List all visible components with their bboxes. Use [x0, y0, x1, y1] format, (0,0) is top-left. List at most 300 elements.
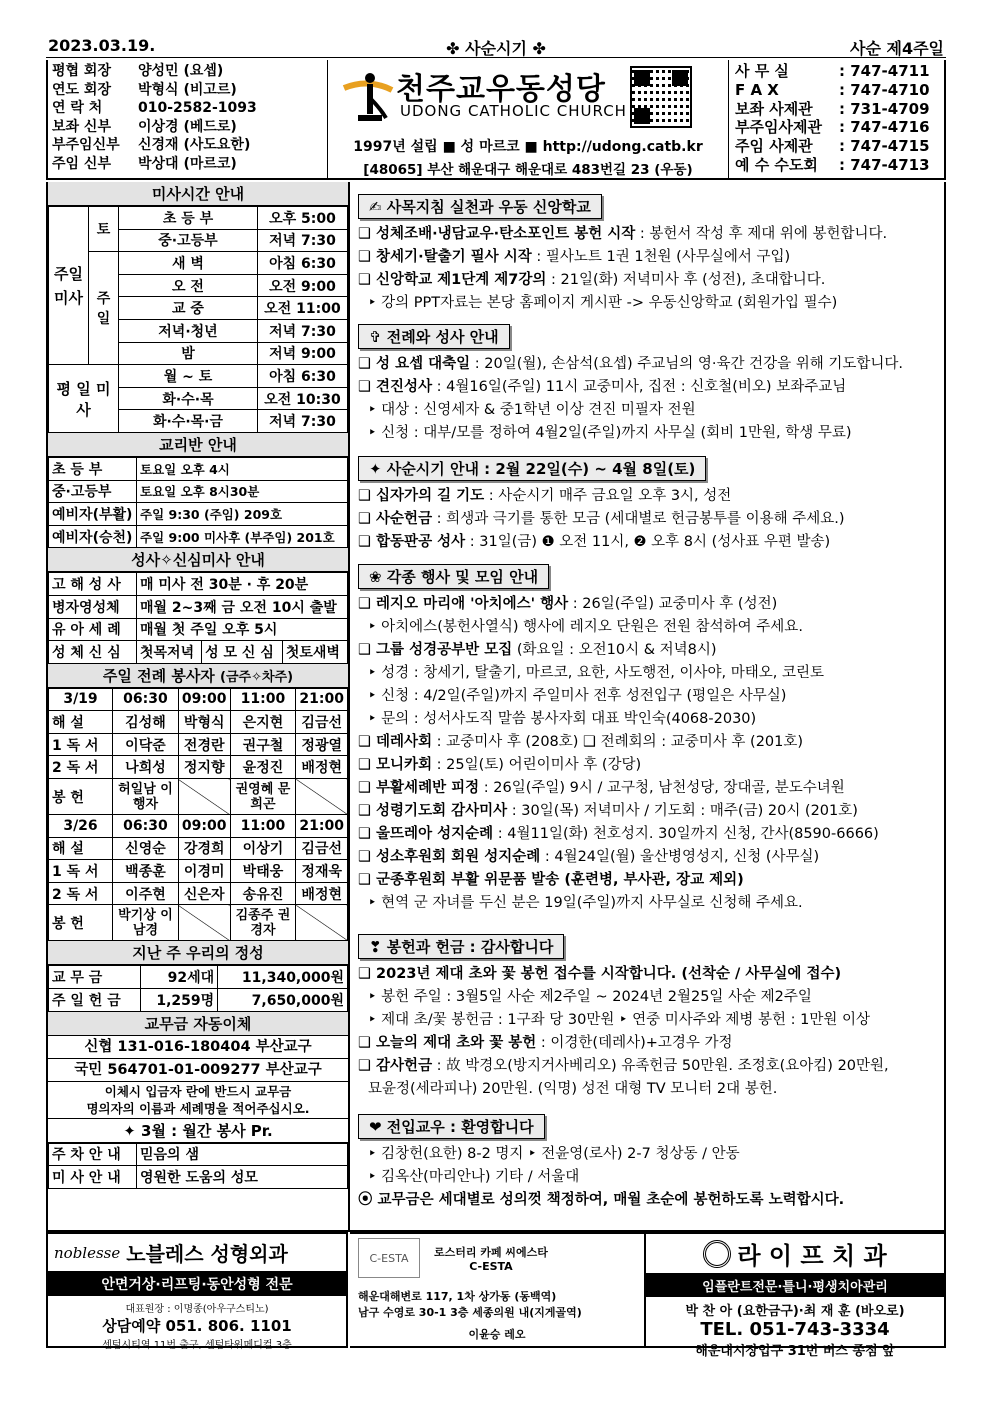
- notice-line-heading: ❑ 2023년 제대 초와 꽃 봉헌 접수를 시작합니다. (선착순 / 사무실에 접수): [358, 966, 842, 982]
- catechism-class: 예비자(승천): [49, 525, 137, 548]
- sunday-label: 주일: [89, 252, 119, 365]
- catechism-table: [48, 457, 348, 548]
- server-name: 김금선: [296, 711, 348, 734]
- servers-offer-row: [49, 779, 348, 815]
- sacrament-time: 첫목저녁: [137, 641, 202, 664]
- notice-lines: [358, 353, 940, 445]
- ad-dental-location: 해운대시장입구 31번 버스 종점 앞: [695, 1344, 895, 1359]
- notice-line-text: : 26일(주일) 교중미사 후 (성전): [568, 596, 778, 612]
- sacrament-name: 유 아 세 례: [49, 618, 137, 641]
- notice-line-heading: ❑ 레지오 마리애 '아치에스' 행사: [358, 596, 569, 612]
- mass-name: 밤: [119, 342, 258, 365]
- mass-name: 중·고등부: [119, 229, 258, 252]
- notice-line: [358, 246, 940, 269]
- sacrament-table: [48, 572, 348, 663]
- server-name: 배정현: [296, 756, 348, 779]
- founded-line: 1997년 설립 ■ 성 마르코 ■ http://udong.catb.kr: [353, 139, 703, 155]
- servers-role: 1 독 서: [49, 733, 113, 756]
- server-name: 신은자: [178, 882, 230, 905]
- notice-line-text: ‣ 대상 : 신영세자 & 중1학년 이상 견진 미필자 전원: [368, 402, 696, 418]
- phone-row: [735, 100, 940, 119]
- server-name: 김종주 권경자: [230, 905, 296, 941]
- monthly-title: 3월 : 월간 봉사 Pr.: [141, 1121, 273, 1140]
- servers-row: [49, 711, 348, 734]
- leader-role: 평협 회장: [52, 63, 111, 79]
- ad-noblesse-location: 센텀시티역 11번 출구, 센텀타워메디컬 3층: [102, 1340, 292, 1351]
- phone-row: [735, 156, 940, 175]
- servers-date-row: [49, 815, 348, 838]
- servers-time: 06:30: [113, 815, 179, 838]
- notice-section-s6: [358, 1114, 940, 1212]
- notice-line: [358, 1143, 940, 1166]
- phone-list: [728, 60, 946, 178]
- leader-name: 박형식 (비고르): [138, 81, 237, 98]
- notice-line-text: : 21일(화) 저녁미사 후 (성전), 초대합니다.: [546, 272, 826, 288]
- notice-line-heading: ❑ 감사헌금: [358, 1058, 433, 1074]
- server-name: 권구철: [230, 733, 296, 756]
- notice-section-s5: [358, 934, 940, 1101]
- monthly-heading: [48, 1119, 348, 1143]
- leader-row: [52, 62, 323, 81]
- notice-section-title: ✍ 사목지침 실천과 우동 신앙학교: [358, 194, 602, 219]
- notice-line-text: : 희생과 극기를 통한 모금 (세대별로 헌금봉투를 이용해 주세요.): [432, 511, 845, 527]
- notice-line-heading: ❑ 신앙학교 제1단계 제7강의: [358, 272, 547, 288]
- notice-line-text: : 20일(월), 손삼석(요셉) 주교님의 영·육간 건강을 위해 기도합니다.: [470, 356, 904, 372]
- servers-subtitle: (금주✧차주): [220, 669, 294, 685]
- server-name: 신영순: [113, 837, 179, 860]
- sacrament-time: 매 미사 전 30분 · 후 20분: [137, 573, 348, 596]
- phone-label: 사 무 실: [735, 62, 789, 80]
- mass-name: 저녁·청년: [119, 319, 258, 342]
- server-name: 나희성: [113, 756, 179, 779]
- servers-role: 해 설: [49, 711, 113, 734]
- notice-line-heading: ❑ 오늘의 제대 초와 꽃 봉헌: [358, 1035, 537, 1051]
- notice-section-title: ❣ 봉헌과 헌금 : 감사합니다: [358, 934, 564, 959]
- monthly-value: 믿음의 샘: [137, 1143, 348, 1166]
- catechism-row: [49, 457, 348, 480]
- servers-time: 21:00: [296, 688, 348, 711]
- sacrament-name: 성 체 신 심: [49, 641, 137, 664]
- catechism-heading: 교리반 안내: [48, 433, 348, 457]
- notice-line: [358, 685, 940, 708]
- offering-type: 교 무 금: [49, 966, 141, 989]
- notice-line-heading: ❑ 합동판공 성사: [358, 534, 466, 550]
- notice-line-text: ‣ 강의 PPT자료는 본당 홈페이지 게시판 -> 우동신앙학교 (회원가입 필수): [368, 295, 838, 311]
- notice-section-title: ❀ 각종 행사 및 모임 안내: [358, 564, 549, 589]
- notice-line: [358, 754, 940, 777]
- notice-line-heading: ❑ 부활세례반 피정: [358, 780, 480, 796]
- mass-time: 저녁 7:30: [258, 319, 348, 342]
- empty-slot: [296, 905, 348, 941]
- phone-row: [735, 137, 940, 156]
- mass-name: 교 중: [119, 297, 258, 320]
- notice-line: [358, 1189, 940, 1212]
- empty-slot: [178, 905, 230, 941]
- notice-line-text: : 故 박경오(방지거사베리오) 유족헌금 50만원. 조정호(요아킴) 20만원,: [432, 1058, 889, 1074]
- notice-line-heading: ❑ 견진성사: [358, 379, 433, 395]
- leaders-list: [48, 60, 328, 178]
- notice-line-heading: ❑ 성령기도회 감사미사: [358, 803, 508, 819]
- mass-name: 새 벽: [119, 252, 258, 275]
- servers-time: 11:00: [230, 688, 296, 711]
- servers-title: 주일 전례 봉사자: [102, 666, 215, 685]
- notice-line-text: : 31일(금) ❶ 오전 11시, ❷ 오후 8시 (성사표 우편 발송): [465, 534, 831, 550]
- phone-label: 예 수 수도회: [735, 155, 818, 174]
- notice-section-title: ❤ 전입교우 : 환영합니다: [358, 1114, 545, 1139]
- servers-time: 09:00: [178, 815, 230, 838]
- catechism-row: [49, 503, 348, 526]
- ad-noblesse-doctor: 대표원장 : 이명종(아우구스티노): [125, 1304, 269, 1315]
- phone-row: [735, 62, 940, 81]
- notice-line-text: ‣ 신청 : 대부/모를 정하여 4월2일(주일)까지 사무실 (회비 1만원, 학생 무료): [368, 425, 852, 441]
- ad-cesta-name: C-ESTA: [469, 1259, 513, 1273]
- leader-row: [52, 81, 323, 100]
- leader-name: 이상경 (베드로): [138, 118, 237, 135]
- server-name: 배정현: [296, 882, 348, 905]
- notice-section-s2: [358, 324, 940, 445]
- season-label: ✤ 사순시기 ✤: [446, 39, 546, 58]
- monthly-row: [49, 1166, 348, 1189]
- notice-line-text: ‣ 현역 군 자녀를 두신 분은 19일(주일)까지 사무실로 신청해 주세요.: [368, 895, 803, 911]
- sacrament-name: 고 해 성 사: [49, 573, 137, 596]
- ad-noblesse-slogan: 안면거상·리프팅·동안성형 전문: [48, 1272, 346, 1296]
- notice-line-text: : 교중미사 후 (208호) ❑ 전례회의 : 교중미사 후 (201호): [432, 734, 804, 750]
- notice-line: [358, 616, 940, 639]
- servers-role: 2 독 서: [49, 756, 113, 779]
- leader-role: 연 락 처: [52, 100, 103, 117]
- server-name: 이닥준: [113, 733, 179, 756]
- servers-row: [49, 756, 348, 779]
- servers-table: [48, 688, 348, 942]
- phone-label: F A X: [735, 80, 779, 99]
- offering-row: [49, 966, 348, 989]
- notice-line: [358, 292, 940, 315]
- server-name: 정지향: [178, 756, 230, 779]
- leader-role: 주임 신부: [52, 155, 111, 172]
- phone-label: 주임 사제관: [735, 137, 813, 156]
- server-name: 윤정진: [230, 756, 296, 779]
- servers-role: 1 독 서: [49, 860, 113, 883]
- notice-line: [358, 800, 940, 823]
- notice-line: [358, 986, 940, 1009]
- offering-row: [49, 989, 348, 1012]
- server-name: 백종훈: [113, 860, 179, 883]
- notice-line: [358, 485, 940, 508]
- notice-line-text: : 4월11일(화) 천호성지. 30일까지 신청, 간사(8590-6666): [493, 826, 879, 842]
- ad-dental-phone: TEL. 051-743-3334: [700, 1319, 890, 1340]
- offering-amount: 11,340,000원: [218, 966, 348, 989]
- notice-line: [358, 1078, 940, 1101]
- notice-line: [358, 1166, 940, 1189]
- notice-line-text: ‣ 제대 초/꽃 봉헌금 : 1구좌 당 30만원 ‣ 연중 미사주와 제병 봉헌 : 1만원 이상: [368, 1012, 870, 1028]
- ad-dental-doctors: 박 찬 아 (요한금구)·최 재 훈 (바오로): [685, 1304, 905, 1319]
- mass-time: 저녁 7:30: [258, 229, 348, 252]
- notice-line: [358, 639, 940, 662]
- qr-code-icon[interactable]: [630, 66, 692, 128]
- notice-line: [358, 777, 940, 800]
- servers-date: 3/19: [49, 688, 113, 711]
- phone-label: 부주임사제관: [735, 118, 822, 137]
- notice-line-heading: ❑ 창세기·탈출기 필사 시작: [358, 249, 532, 265]
- notice-line: [358, 593, 940, 616]
- offering-table: [48, 965, 348, 1011]
- servers-row: [49, 733, 348, 756]
- sacrament-name: 성 모 신 심: [202, 641, 283, 664]
- phone-number: : 747-4713: [839, 155, 930, 174]
- leader-role: 연도 회장: [52, 81, 111, 98]
- liturgical-week: 사순 제4주일: [850, 39, 944, 58]
- mass-time: 저녁 9:00: [258, 342, 348, 365]
- notice-line-text: ‣ 성경 : 창세기, 탈출기, 마르코, 요한, 사도행전, 이사야, 마태오, 코린토: [368, 665, 824, 681]
- notice-line: [358, 399, 940, 422]
- offering-amount: 7,650,000원: [218, 989, 348, 1012]
- notice-line-text: 묘윤정(세라피나) 20만원. (익명) 성전 대형 TV 모니터 2대 봉헌.: [368, 1081, 778, 1097]
- mass-time: 아침 6:30: [258, 252, 348, 275]
- ad-cesta-owner: 이윤승 레오: [468, 1328, 526, 1341]
- ad-dental-slogan: 임플란트전문·틀니·평생치아관리: [646, 1274, 944, 1297]
- notice-line: [358, 508, 940, 531]
- catechism-class: 초 등 부: [49, 457, 137, 480]
- catechism-row: [49, 525, 348, 548]
- server-name: 정광열: [296, 733, 348, 756]
- servers-time: 21:00: [296, 815, 348, 838]
- notice-line-heading: ❑ 성소후원회 회원 성지순례: [358, 849, 541, 865]
- sacrament-row: [49, 641, 348, 664]
- mass-times-heading: 미사시간 안내: [48, 182, 348, 206]
- notice-line: [358, 846, 940, 869]
- church-masthead: [330, 60, 726, 178]
- ad-dental-name: 라 이 프 치 과: [737, 1242, 887, 1270]
- notice-line-text: ‣ 신청 : 4/2일(주일)까지 주일미사 전후 성전입구 (평일은 사무실): [368, 688, 787, 704]
- server-name: 이주현: [113, 882, 179, 905]
- server-name: 박태웅: [230, 860, 296, 883]
- notice-line-text: ‣ 김창헌(요한) 8-2 명지 ‣ 전윤영(로사) 2-7 청상동 / 안동: [368, 1146, 740, 1162]
- phone-number: : 747-4711: [839, 62, 930, 80]
- sparkle-icon: ✦: [123, 1121, 142, 1140]
- notice-line: [358, 708, 940, 731]
- notice-line-text: : 봉헌서 작성 후 제대 위에 봉헌합니다.: [635, 226, 888, 242]
- notice-line-text: ‣ 봉헌 주일 : 3월5일 사순 제2주일 ~ 2024년 2월25일 사순 제2주일: [368, 989, 812, 1005]
- notice-line: [358, 963, 940, 986]
- leader-row: [52, 118, 323, 137]
- notice-line-heading: ❑ 사순헌금: [358, 511, 433, 527]
- notice-line-heading: ❑ 성체조배·냉담교우·탄소포인트 봉헌 시작: [358, 226, 636, 242]
- notice-line-heading: ❑ 그룹 성경공부반 모집: [358, 642, 513, 658]
- ad-life-dental: [646, 1232, 946, 1359]
- phone-row: [735, 118, 940, 137]
- server-name: 권영혜 문희곤: [230, 779, 296, 815]
- church-name-english: UDONG CATHOLIC CHURCH: [400, 102, 627, 120]
- notice-line-heading: ❑ 군종후원회 부활 위문품 발송 (훈련병, 부사관, 장교 제외): [358, 872, 744, 888]
- server-name: 이상기: [230, 837, 296, 860]
- bank-account: 국민 564701-01-009277 부산교구: [48, 1059, 348, 1082]
- notice-line-heading: ❑ 데레사회: [358, 734, 433, 750]
- mass-times-table: [48, 206, 348, 433]
- server-name: 박기상 이남경: [113, 905, 179, 941]
- leader-name: 양성민 (요셉): [138, 63, 224, 79]
- servers-role: 해 설: [49, 837, 113, 860]
- notice-line: [358, 1055, 940, 1078]
- ad-noblesse-name: 노블레스 성형외과: [126, 1242, 288, 1266]
- sunday-mass-label: 주일미사: [49, 207, 89, 365]
- notice-lines: [358, 223, 940, 315]
- left-column: [46, 182, 350, 1232]
- offering-count: 92세대: [141, 966, 218, 989]
- server-name: 허일남 이행자: [113, 779, 179, 815]
- sacrament-name: 병자영성체: [49, 595, 137, 618]
- server-name: 박형식: [178, 711, 230, 734]
- ad-noblesse-phone: 상담예약 051. 806. 1101: [102, 1317, 292, 1335]
- ad-cesta-address-2: 남구 수영로 30-1 3층 세종의원 내(지게골역): [358, 1306, 582, 1319]
- servers-time: 06:30: [113, 688, 179, 711]
- server-name: 은지현: [230, 711, 296, 734]
- notice-lines: [358, 963, 940, 1101]
- notice-section-s3: [358, 456, 940, 554]
- notice-line-text: : 26일(주일) 9시 / 교구청, 남천성당, 장대골, 분도수녀원: [479, 780, 845, 796]
- notice-line-text: : 4월16일(주일) 11시 교중미사, 집전 : 신호철(비오) 보좌주교님: [432, 379, 847, 395]
- server-name: 강경희: [178, 837, 230, 860]
- leader-row: [52, 99, 323, 118]
- offering-type: 주 일 헌 금: [49, 989, 141, 1012]
- servers-role: 2 독 서: [49, 882, 113, 905]
- notice-line: [358, 269, 940, 292]
- notice-line-text: : 이경한(데레사)+고경우 가정: [536, 1035, 733, 1051]
- catechism-time: 토요일 오후 8시30분: [137, 480, 348, 503]
- notice-line: [358, 892, 940, 915]
- issue-date: 2023.03.19.: [48, 36, 156, 55]
- sacrament-row: [49, 618, 348, 641]
- notice-line: [358, 376, 940, 399]
- notice-line: [358, 662, 940, 685]
- auto-transfer-heading: 교무금 자동이체: [48, 1012, 348, 1036]
- servers-time: 09:00: [178, 688, 230, 711]
- sacrament-time: 첫토새벽: [282, 641, 347, 664]
- mass-time: 오전 10:30: [258, 387, 348, 410]
- server-name: 김성해: [113, 711, 179, 734]
- mass-name: 월 ~ 토: [119, 365, 258, 388]
- notice-line-text: : 4월24일(월) 울산병영성지, 신청 (사무실): [540, 849, 820, 865]
- transfer-note-line: 이체시 입금자 란에 반드시 교무금: [104, 1083, 292, 1099]
- server-name: 전경란: [178, 733, 230, 756]
- saturday-label: 토: [89, 207, 119, 252]
- notice-lines: [358, 593, 940, 915]
- bank-account: 신협 131-016-180404 부산교구: [48, 1036, 348, 1059]
- right-column: [350, 182, 946, 1232]
- top-bar: [46, 34, 946, 58]
- notice-line-text: (화요일 : 오전10시 & 저녁8시): [512, 642, 717, 658]
- monthly-label: 미 사 안 내: [49, 1166, 137, 1189]
- mass-row: [49, 207, 348, 230]
- mass-time: 아침 6:30: [258, 365, 348, 388]
- server-name: 정재욱: [296, 860, 348, 883]
- ad-noblesse: [46, 1232, 348, 1351]
- notice-line-text: : 필사노트 1권 1천원 (사무실에서 구입): [531, 249, 791, 265]
- ad-cesta-title: 로스터리 카페 씨에스타: [434, 1245, 548, 1259]
- notice-line-heading: ❑ 성 요셉 대축일: [358, 356, 471, 372]
- servers-role: 봉 헌: [49, 779, 113, 815]
- servers-date: 3/26: [49, 815, 113, 838]
- ad-cesta-address-1: 해운대해변로 117, 1차 상가동 (동백역): [358, 1290, 557, 1303]
- catechism-class: 중·고등부: [49, 480, 137, 503]
- notice-line-heading: ❑ 모니카회: [358, 757, 433, 773]
- servers-row: [49, 882, 348, 905]
- transfer-note: [48, 1082, 348, 1119]
- notice-line: [358, 731, 940, 754]
- header: [46, 60, 946, 180]
- leader-name: 박상대 (마르코): [138, 155, 237, 172]
- mass-time: 오후 5:00: [258, 207, 348, 230]
- notice-line-text: ‣ 김옥산(마리안나) 기타 / 서울대: [368, 1169, 580, 1185]
- church-address: [48065] 부산 해운대구 해운대로 483번길 23 (우동): [363, 162, 693, 178]
- sacrament-row: [49, 595, 348, 618]
- church-name: 천주교우동성당: [396, 72, 606, 107]
- mass-name: 오 전: [119, 274, 258, 297]
- mass-time: 오전 11:00: [258, 297, 348, 320]
- servers-offer-row: [49, 905, 348, 941]
- notice-lines: [358, 485, 940, 554]
- church-logo-icon: [340, 68, 396, 124]
- leader-role: 부주임신부: [52, 137, 120, 154]
- ad-noblesse-brand: noblesse: [54, 1243, 121, 1262]
- phone-number: : 731-4709: [839, 99, 930, 118]
- monthly-table: [48, 1143, 348, 1189]
- notice-line: [358, 223, 940, 246]
- mass-time: 저녁 7:30: [258, 410, 348, 433]
- leader-role: 보좌 신부: [52, 118, 111, 135]
- server-name: 김금선: [296, 837, 348, 860]
- mass-name: 화·수·목·금: [119, 410, 258, 433]
- empty-slot: [178, 779, 230, 815]
- mass-name: 초 등 부: [119, 207, 258, 230]
- leader-row: [52, 136, 323, 155]
- notice-section-s4: [358, 564, 940, 915]
- servers-role: 봉 헌: [49, 905, 113, 941]
- offering-heading: 지난 주 우리의 정성: [48, 941, 348, 965]
- weekday-mass-row: [49, 365, 348, 388]
- phone-row: [735, 81, 940, 100]
- notice-line-text: : 30일(목) 저녁미사 / 기도회 : 매주(금) 20시 (201호): [507, 803, 858, 819]
- notice-line: [358, 823, 940, 846]
- phone-number: : 747-4710: [839, 80, 930, 99]
- notice-line-text: : 사순시기 매주 금요일 오후 3시, 성전: [484, 488, 732, 504]
- phone-number: : 747-4715: [839, 137, 930, 156]
- sacrament-time: 매월 첫 주일 오후 5시: [137, 618, 348, 641]
- notice-line: [358, 422, 940, 445]
- notice-lines: [358, 1143, 940, 1212]
- mass-time: 오전 9:00: [258, 274, 348, 297]
- catechism-time: 주일 9:00 미사후 (부주임) 201호: [137, 525, 348, 548]
- notice-line: [358, 353, 940, 376]
- notice-line: [358, 531, 940, 554]
- notice-section-title: ✞ 전례와 성사 안내: [358, 324, 510, 349]
- ad-cesta: [350, 1232, 646, 1348]
- mass-row: [49, 252, 348, 275]
- monthly-row: [49, 1143, 348, 1166]
- monthly-value: 영원한 도움의 성모: [137, 1166, 348, 1189]
- dental-logo-icon: [703, 1240, 731, 1268]
- server-name: 이경미: [178, 860, 230, 883]
- notice-line-heading: ❑ 십자가의 길 기도: [358, 488, 485, 504]
- notice-section-s1: [358, 194, 940, 315]
- sacrament-row: [49, 573, 348, 596]
- servers-heading: [48, 664, 348, 688]
- catechism-row: [49, 480, 348, 503]
- servers-time: 11:00: [230, 815, 296, 838]
- notice-line-heading: ❑ 울뜨레아 성지순례: [358, 826, 494, 842]
- cesta-logo-icon: C-ESTA: [358, 1238, 420, 1278]
- servers-row: [49, 837, 348, 860]
- leader-name: 010-2582-1093: [138, 100, 257, 117]
